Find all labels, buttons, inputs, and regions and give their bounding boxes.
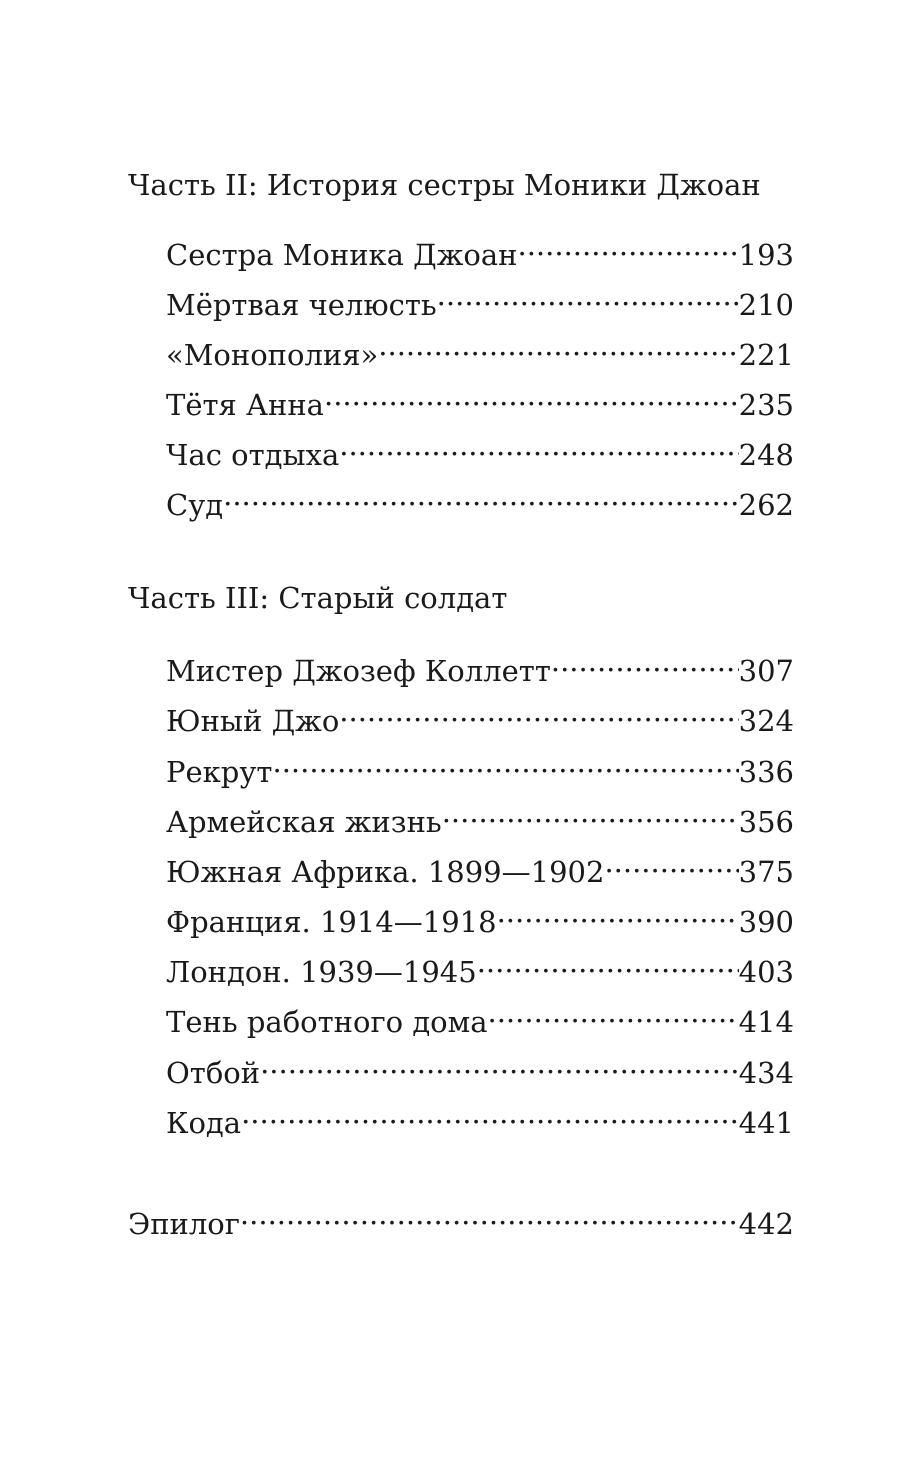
toc-entry[interactable] [166, 641, 794, 688]
dot-leader [477, 942, 739, 982]
entry-title: Эпилог [128, 1207, 240, 1241]
toc-entry-epilogue[interactable] [128, 1194, 794, 1241]
page-number: 403 [738, 955, 794, 989]
toc-entry[interactable] [166, 1093, 794, 1140]
page-number: 262 [738, 488, 794, 522]
dot-leader [497, 892, 739, 932]
toc-entry[interactable] [166, 691, 794, 738]
dot-leader [339, 425, 738, 465]
dot-leader [272, 742, 738, 782]
dot-leader [604, 842, 738, 882]
entry-title: Кода [166, 1106, 242, 1140]
page-number: 441 [738, 1106, 794, 1140]
page-number: 356 [738, 805, 794, 839]
dot-leader [442, 792, 739, 832]
toc-entry[interactable] [166, 275, 794, 322]
entry-title: Южная Африка. 1899—1902 [166, 855, 605, 889]
entry-title: Сестра Моника Джоан [166, 238, 518, 272]
dot-leader [551, 641, 739, 681]
toc-entry[interactable] [166, 225, 794, 272]
entry-title: Армейская жизнь [166, 805, 442, 839]
page-number: 324 [738, 704, 794, 738]
toc-entry[interactable] [166, 425, 794, 472]
page-number: 434 [738, 1056, 794, 1090]
dot-leader [241, 1093, 739, 1133]
entry-title: Тётя Анна [166, 388, 324, 422]
entry-title: Юный Джо [166, 704, 340, 738]
page-number: 193 [738, 238, 794, 272]
entry-title: Тень работного дома [166, 1005, 488, 1039]
page-number: 221 [738, 338, 794, 372]
toc-entry[interactable] [166, 842, 794, 889]
part-3-title: Часть III: Старый солдат [128, 581, 508, 615]
entry-title: Отбой [166, 1056, 261, 1090]
dot-leader [487, 992, 738, 1032]
part-2-title: Часть II: История сестры Моники Джоан [128, 168, 761, 202]
page-number: 235 [738, 388, 794, 422]
dot-leader [378, 325, 738, 365]
page-number: 210 [738, 288, 794, 322]
toc-entry[interactable] [166, 792, 794, 839]
entry-title: Рекрут [166, 755, 273, 789]
dot-leader [517, 225, 738, 265]
dot-leader [339, 691, 738, 731]
entry-title: Франция. 1914—1918 [166, 905, 497, 939]
toc-entry[interactable] [166, 1043, 794, 1090]
entry-title: Суд [166, 488, 224, 522]
toc-entry[interactable] [166, 992, 794, 1039]
entry-title: «Монополия» [166, 338, 379, 372]
dot-leader [240, 1194, 739, 1234]
toc-entry[interactable] [166, 742, 794, 789]
page-number: 390 [738, 905, 794, 939]
toc-entry[interactable] [166, 375, 794, 422]
entry-title: Мистер Джозеф Коллетт [166, 654, 551, 688]
page-number: 336 [738, 755, 794, 789]
toc-entry[interactable] [166, 892, 794, 939]
entry-title: Мёртвая челюсть [166, 288, 437, 322]
dot-leader [223, 475, 739, 515]
page-number: 307 [738, 654, 794, 688]
entry-title: Час отдыха [166, 438, 340, 472]
page-number: 248 [738, 438, 794, 472]
toc-entry[interactable] [166, 942, 794, 989]
toc-entry[interactable] [166, 325, 794, 372]
page-number: 375 [738, 855, 794, 889]
page-number: 442 [738, 1207, 794, 1241]
dot-leader [437, 275, 739, 315]
toc-entry[interactable] [166, 475, 794, 522]
dot-leader [324, 375, 739, 415]
page-number: 414 [738, 1005, 794, 1039]
entry-title: Лондон. 1939—1945 [166, 955, 477, 989]
dot-leader [260, 1043, 739, 1083]
